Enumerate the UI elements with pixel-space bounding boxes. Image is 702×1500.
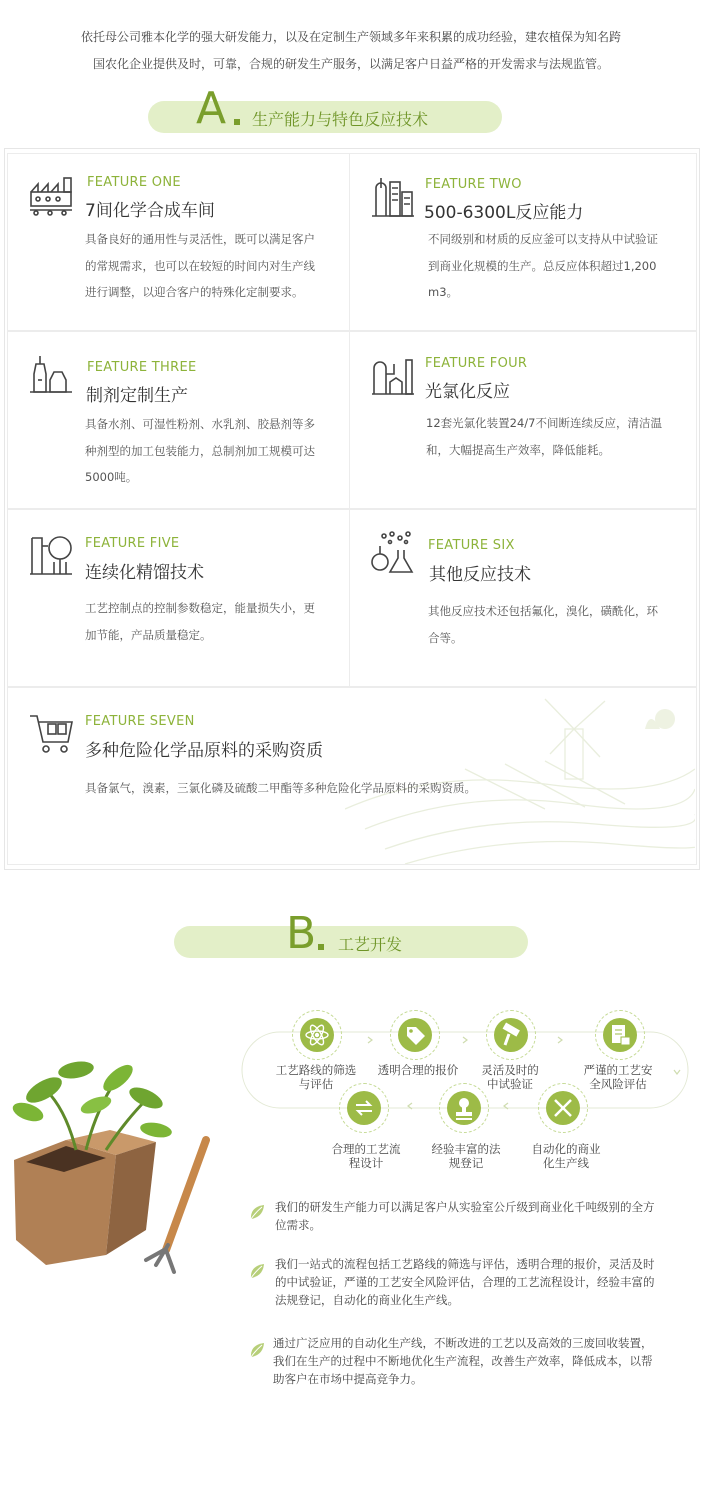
section-a-title: 生产能力与特色反应技术: [252, 110, 429, 129]
leaf-bullet-icon: [248, 1262, 266, 1280]
photochlorination-icon: [370, 352, 416, 398]
feature-1-cn: 7间化学合成车间: [85, 201, 215, 221]
step-2-label: 透明合理的报价: [377, 1063, 459, 1077]
intro-line-1: 依托母公司雅本化学的强大研发能力，以及在定制生产领域多年来积累的成功经验，建农植保为知名跨: [80, 30, 621, 44]
feature-2-cn: 500-6300L反应能力: [424, 203, 584, 223]
section-b-banner: [174, 908, 528, 959]
section-b-dot: [318, 944, 324, 950]
leaf-bullet-icon: [248, 1203, 266, 1221]
feature-card-7: [7, 687, 697, 865]
section-a-letter: A: [196, 83, 227, 134]
document-lock-icon: [603, 1018, 637, 1052]
step-2-circle: [390, 1010, 440, 1060]
feature-3-en: FEATURE THREE: [87, 360, 197, 375]
intro-line-2: 国农化企业提供及时，可靠，合规的研发生产服务，以满足客户日益严格的开发需求与法规监管。: [92, 57, 609, 71]
distillation-icon: [28, 532, 74, 578]
hammer-icon: [494, 1018, 528, 1052]
feature-grid: [4, 148, 700, 870]
feature-card-6: [349, 509, 697, 687]
step-7-label: 自动化的商业 化生产线: [531, 1142, 601, 1170]
feature-3-cn: 制剂定制生产: [86, 386, 188, 406]
section-a-dot: [234, 119, 240, 125]
flask-icon: [370, 530, 416, 576]
atom-icon: [300, 1018, 334, 1052]
paragraph-1: 我们的研发生产能力可以满足客户从实验室公斤级到商业化千吨级别的全方 位需求。: [275, 1200, 655, 1232]
stamp-icon: [447, 1091, 481, 1125]
feature-7-en: FEATURE SEVEN: [85, 714, 195, 729]
feature-6-desc: 其他反应技术还包括氟化，溴化，磺酰化，环 合等。: [428, 604, 658, 645]
section-a-banner: [148, 83, 502, 134]
feature-card-5: [7, 509, 351, 687]
intro-text: [30, 24, 672, 78]
tools-icon: [546, 1091, 580, 1125]
feature-card-4: [349, 331, 697, 509]
feature-2-en: FEATURE TWO: [425, 177, 522, 192]
feature-3-desc: 具备水剂、可湿性粉剂、水乳剂、胶悬剂等多 种剂型的加工包装能力，总制剂加工规模可达 5000吨。: [85, 417, 315, 484]
step-6-label: 经验丰富的法 规登记: [431, 1142, 501, 1170]
feature-card-1: [7, 153, 351, 331]
step-3-label: 灵活及时的 中试验证: [481, 1063, 539, 1091]
step-3-circle: [486, 1010, 536, 1060]
feature-4-desc: 12套光氯化装置24/7不间断连续反应，清洁温 和，大幅提高生产效率，降低能耗。: [426, 416, 662, 457]
feature-1-en: FEATURE ONE: [87, 175, 181, 190]
shopping-cart-icon: [28, 710, 74, 756]
feature-4-en: FEATURE FOUR: [425, 356, 528, 371]
feature-4-cn: 光氯化反应: [425, 382, 510, 402]
step-1-label: 工艺路线的筛选 与评估: [275, 1063, 357, 1091]
step-5-label: 合理的工艺流 程设计: [331, 1142, 401, 1170]
step-4-label: 严谨的工艺安 全风险评估: [583, 1063, 653, 1091]
feature-5-cn: 连续化精馏技术: [85, 563, 204, 583]
section-b-title: 工艺开发: [338, 935, 403, 954]
paragraph-2: 我们一站式的流程包括工艺路线的筛选与评估，透明合理的报价，灵活及时 的中试验证，严谨的工艺安全风险评估，合理的工艺流程设计，经验丰富的 法规登记，自动化的商业化生产线。: [275, 1257, 655, 1307]
reactor-tower-icon: [370, 174, 416, 220]
feature-6-en: FEATURE SIX: [428, 538, 515, 553]
feature-card-2: [349, 153, 697, 331]
feature-7-desc: 具备氯气，溴素，三氯化磷及硫酸二甲酯等多种危险化学品原料的采购资质。: [85, 781, 476, 795]
leaf-bullet-icon: [248, 1341, 266, 1359]
feature-5-desc: 工艺控制点的控制参数稳定，能量损失小，更 加节能，产品质量稳定。: [85, 601, 315, 642]
price-tag-icon: [398, 1018, 432, 1052]
step-4-circle: [595, 1010, 645, 1060]
feature-card-3: [7, 331, 351, 509]
feature-7-cn: 多种危险化学品原料的采购资质: [85, 741, 323, 761]
factory-icon: [28, 174, 74, 220]
cycle-arrows-icon: [347, 1091, 381, 1125]
feature-1-desc: 具备良好的通用性与灵活性，既可以满足客户 的常规需求，也可以在较短的时间内对生产线 进行调整，以迎合客户的特殊化定制要求。: [85, 232, 315, 299]
paragraph-3: 通过广泛应用的自动化生产线，不断改进的工艺以及高效的三废回收装置， 我们在生产的过程中不断地优化生产流程，改善生产效率，降低成本，以帮 助客户在市场中提高竞争力。: [273, 1336, 653, 1386]
feature-2-desc: 不同级别和材质的反应釜可以支持从中试验证 到商业化规模的生产。总反应体积超过1,200 m3。: [428, 232, 658, 299]
section-b-letter: B: [286, 908, 317, 959]
step-1-circle: [292, 1010, 342, 1060]
feature-5-en: FEATURE FIVE: [85, 536, 180, 551]
formulation-icon: [28, 352, 74, 398]
seedling-pots-image: [6, 1050, 228, 1275]
feature-6-cn: 其他反应技术: [429, 565, 531, 585]
